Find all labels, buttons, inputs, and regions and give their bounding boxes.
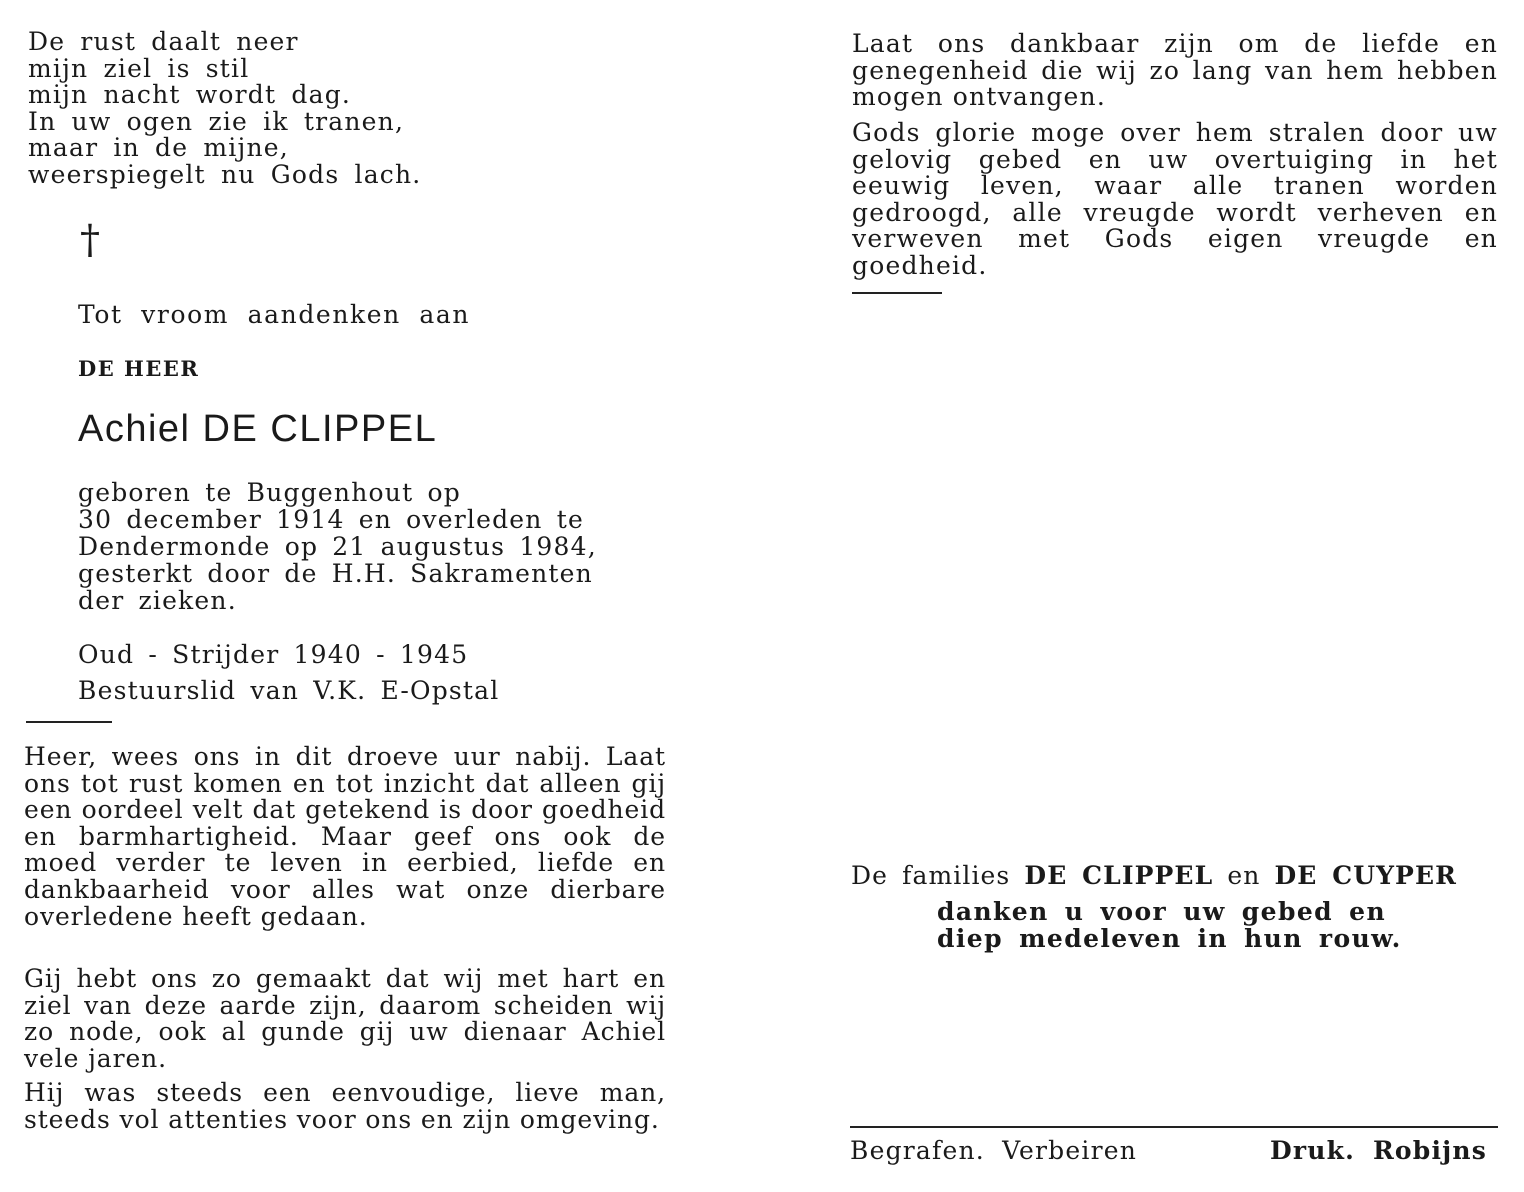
thanks-line: danken u voor uw gebed en [937,897,1387,926]
poem-line: mijn ziel is stil [28,53,250,83]
families-conjunction: en [1227,861,1261,890]
cross-icon: † [80,217,100,263]
role-line: Bestuurslid van V.K. E-Opstal [78,676,500,705]
poem-line: maar in de mijne, [28,133,289,163]
bio-line: Dendermonde op 21 augustus 1984, [78,532,597,561]
divider [852,292,942,294]
divider [26,721,112,723]
thanks-line: diep medeleven in hun rouw. [937,924,1402,953]
role-line: Oud - Strijder 1940 - 1945 [78,640,469,669]
thanks-text [937,898,1402,952]
funeral-director: Begrafen. Verbeiren [850,1136,1138,1165]
bio-line: geboren te Buggenhout op [78,478,461,507]
prayer-paragraph: Gij hebt ons zo gemaakt dat wij met hart en ziel van deze aarde zijn, daarom scheiden wij zo node, ook al gunde gij uw dienaar Achiel vele jaren. [24,964,666,1073]
poem-line: In uw ogen zie ik tranen, [28,106,405,136]
family-name: DE CUYPER [1274,861,1457,890]
family-name: DE CLIPPEL [1024,861,1214,890]
prayer-paragraph: Heer, wees ons in dit droeve uur nabij. Laat ons tot rust komen en tot inzicht dat alleen gij een oordeel velt dat getekend is door goedheid en barmhartigheid. Maar geef ons ook de moed verder te leven in eerbied, liefde en dankbaarheid voor alles wat onze dierbare overledene heeft gedaan. [24,742,666,931]
footer-divider [850,1126,1498,1128]
families-prefix: De families [851,861,1011,890]
families-line [851,861,1457,890]
roles [78,637,499,709]
intro-text: Tot vroom aandenken aan [78,300,471,329]
poem-line: De rust daalt neer [28,27,299,56]
honorific-title: DE HEER [78,356,200,381]
poem-line: weerspiegelt nu Gods lach. [28,159,422,189]
printer-credit: Druk. Robijns [1270,1136,1488,1165]
poem-line: mijn nacht wordt dag. [28,80,352,110]
bio-line: der zieken. [78,586,237,615]
glory-paragraph: Gods glorie moge over hem stralen door uw gelovig gebed en uw overtuiging in het eeuwig leven, waar alle tranen worden gedroogd, alle vreugde wordt verheven en verweven met Gods eigen vreugde en goedheid. [852,118,1498,280]
bio-line: 30 december 1914 en overleden te [78,505,584,534]
prayer-paragraph: Hij was steeds een eenvoudige, lieve man, steeds vol attenties voor ons en zijn omgeving. [24,1078,666,1134]
poem [28,29,421,189]
biography [78,479,597,614]
bio-line: gesterkt door de H.H. Sakramenten [78,559,593,588]
gratitude-paragraph: Laat ons dankbaar zijn om de liefde en genegenheid die wij zo lang van hem hebben mogen ontvangen. [852,29,1498,112]
deceased-name: Achiel DE CLIPPEL [78,408,438,450]
